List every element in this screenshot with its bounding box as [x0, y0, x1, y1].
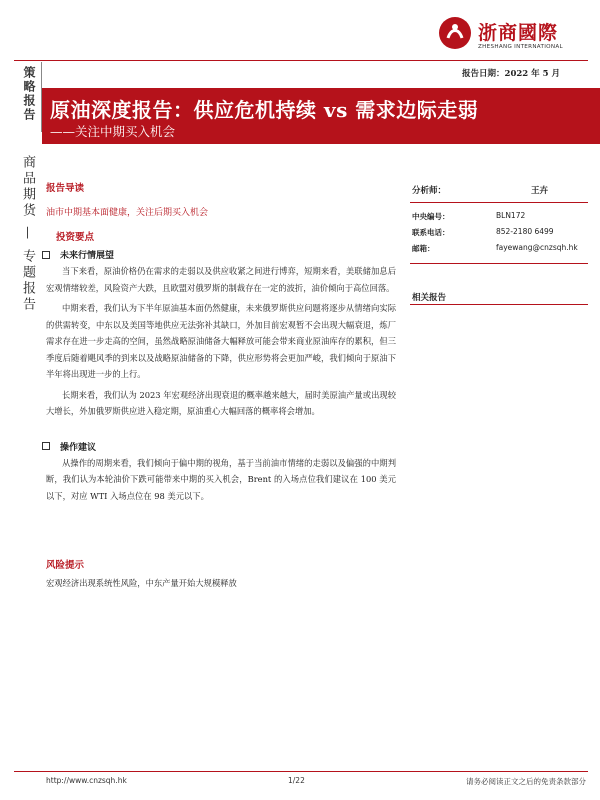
- risk-text: 宏观经济出现系统性风险，中东产量开始大规模释放: [46, 578, 237, 588]
- paragraph: 从操作的周期来看，我们倾向于偏中期的视角，基于当前油市情绪的走弱以及偏强的中期判断，我们认为本轮油价下跌可能带来中期的买入机会，Brent 的入场点位我们建议在 100 美元以下，对应 WTI 入场点位在 98 美元以下。: [46, 457, 396, 501]
- paragraph: 当下来看，原油价格仍在需求的走弱以及供应收紧之间进行博弈，短期来看，美联储加息后宏观情绪较差，风险资产大跌，且欧盟对俄罗斯的制裁存在一定的波折，油价倾向于高位回落。: [46, 266, 396, 293]
- report-title: 原油深度报告：供应危机持续 vs 需求边际走弱: [50, 98, 479, 122]
- related-divider: [410, 304, 588, 305]
- section-heading: [42, 440, 396, 453]
- info-value: 852-2180 6499: [496, 227, 554, 236]
- brand-logo: [438, 14, 588, 56]
- page-number: 1/22: [288, 776, 305, 785]
- analyst-label: 分析师：: [412, 186, 447, 196]
- main-content: [46, 180, 396, 504]
- footer-website-link[interactable]: http://www.cnzsqh.hk: [46, 776, 127, 785]
- report-subtitle: ——关注中期买入机会: [50, 124, 176, 139]
- key-points-heading: 投资要点: [56, 232, 95, 243]
- checkbox-square-icon: [42, 442, 50, 450]
- summary-heading: 报告导读: [46, 183, 85, 194]
- footer-divider: [14, 771, 588, 772]
- info-key: 邮箱：: [412, 244, 435, 253]
- header-divider: [14, 60, 588, 61]
- brand-logo-icon: [438, 16, 472, 50]
- analyst-row: [410, 178, 588, 203]
- section-heading: [42, 248, 396, 261]
- title-banner: [42, 88, 600, 144]
- analyst-panel: [410, 178, 588, 264]
- risk-heading: 风险提示: [46, 560, 85, 571]
- info-divider: [410, 263, 588, 264]
- paragraph: 中期来看，我们认为下半年原油基本面仍然健康，未来俄罗斯供应问题将逐步从情绪向实际的供需转变，中东以及美国等地供应无法弥补其缺口，外加目前宏观暂不会出现大幅衰退，炼厂需求存在进一步走高的空间，虽然战略原油储备大幅释放可能会带来商业原油库存的累积，但三季度后随着飓风季的到来以及战略原油储备的下降，供应形势将会更加严峻，我们倾向于原油下半年将出现进一步的上行。: [46, 303, 396, 379]
- info-key: 中央编号：: [412, 212, 450, 221]
- footer-disclaimer: 请务必阅读正文之后的免责条款部分: [466, 777, 586, 786]
- section-title-outlook: 未来行情展望: [60, 251, 115, 261]
- brand-name-cn: 浙商國際: [478, 22, 559, 44]
- sidebar-category: 策略报告: [22, 66, 36, 122]
- related-reports-heading: 相关报告: [412, 293, 447, 303]
- info-value: BLN172: [496, 211, 526, 220]
- summary-text: 油市中期基本面健康，关注后期买入机会: [46, 208, 209, 218]
- info-row-id: [410, 207, 588, 223]
- sidebar-report-type: 商品期货 — 专题报告: [20, 155, 35, 314]
- section-title-operation: 操作建议: [60, 442, 97, 453]
- info-row-phone: [410, 223, 588, 239]
- brand-name-en: ZHESHANG INTERNATIONAL: [478, 44, 563, 50]
- analyst-name: 王卉: [530, 186, 548, 196]
- checkbox-square-icon: [42, 251, 50, 259]
- email-link[interactable]: fayewang@cnzsqh.hk: [496, 243, 578, 252]
- paragraph: 长期来看，我们认为 2023 年宏观经济出现衰退的概率越来越大，届时美原油产量或出现较大增长，外加俄罗斯供应进入稳定期，原油重心大幅回落的概率将会增加。: [46, 389, 396, 416]
- info-row-email: [410, 239, 588, 255]
- report-date: 报告日期：2022 年 5 月: [462, 69, 560, 79]
- info-key: 联系电话：: [412, 228, 450, 237]
